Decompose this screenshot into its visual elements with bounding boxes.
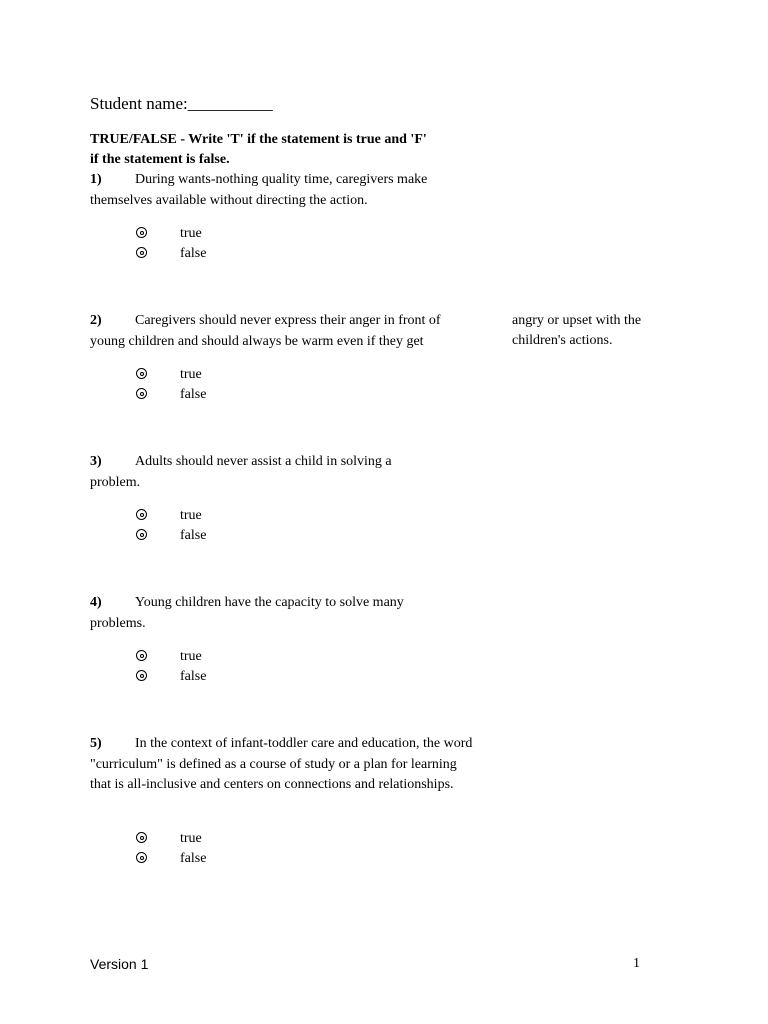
question-number: 4)	[90, 595, 102, 610]
question-1-option-false[interactable]	[136, 244, 207, 264]
footer-version: Version 1	[90, 956, 149, 972]
radio-button-icon[interactable]	[136, 670, 147, 681]
question-text: During wants-nothing quality time, caregivers make themselves available without directing the action.	[90, 172, 428, 208]
question-1-option-true[interactable]	[136, 224, 202, 244]
option-label: true	[180, 831, 202, 846]
question-2	[90, 311, 475, 352]
radio-button-icon[interactable]	[136, 650, 147, 661]
option-label: false	[180, 387, 207, 402]
question-2-option-false[interactable]	[136, 385, 207, 405]
question-4-option-true[interactable]	[136, 647, 202, 667]
student-name-field	[90, 94, 273, 114]
question-5-option-false[interactable]	[136, 849, 207, 869]
radio-button-icon[interactable]	[136, 509, 147, 520]
question-number: 1)	[90, 172, 102, 187]
question-3-option-true[interactable]	[136, 506, 202, 526]
question-2-continued: angry or upset with the children's actions.	[512, 313, 642, 348]
question-4	[90, 593, 440, 634]
question-5	[90, 734, 475, 796]
question-number: 2)	[90, 313, 102, 328]
instructions	[90, 130, 470, 170]
question-text: Young children have the capacity to solve many problems.	[90, 595, 404, 631]
radio-button-icon[interactable]	[136, 247, 147, 258]
question-4-option-false[interactable]	[136, 667, 207, 687]
radio-button-icon[interactable]	[136, 368, 147, 379]
radio-button-icon[interactable]	[136, 388, 147, 399]
radio-button-icon[interactable]	[136, 852, 147, 863]
question-number: 3)	[90, 454, 102, 469]
question-3-option-false[interactable]	[136, 526, 207, 546]
option-label: true	[180, 508, 202, 523]
question-text: Caregivers should never express their anger in front of young children and should always be warm even if they get	[90, 313, 441, 349]
option-label: true	[180, 649, 202, 664]
option-label: false	[180, 669, 207, 684]
option-label: false	[180, 246, 207, 261]
student-name-blank[interactable]: __________	[187, 94, 273, 113]
question-text: Adults should never assist a child in solving a problem.	[90, 454, 392, 490]
instructions-line-2: if the statement is false.	[90, 152, 230, 167]
radio-button-icon[interactable]	[136, 832, 147, 843]
question-3	[90, 452, 430, 493]
radio-button-icon[interactable]	[136, 529, 147, 540]
question-text: In the context of infant-toddler care and education, the word "curriculum" is defined as a course of study or a plan for learning that is all-inclusive and centers on connections and relationships.	[90, 736, 473, 792]
question-2-option-true[interactable]	[136, 365, 202, 385]
option-label: false	[180, 851, 207, 866]
question-5-option-true[interactable]	[136, 829, 202, 849]
instructions-line-1: TRUE/FALSE - Write 'T' if the statement is true and 'F'	[90, 132, 427, 147]
question-number: 5)	[90, 736, 102, 751]
option-label: true	[180, 226, 202, 241]
student-name-label: Student name:	[90, 94, 188, 113]
option-label: false	[180, 528, 207, 543]
radio-button-icon[interactable]	[136, 227, 147, 238]
footer-page-number: 1	[633, 956, 640, 971]
question-1	[90, 170, 475, 211]
option-label: true	[180, 367, 202, 382]
